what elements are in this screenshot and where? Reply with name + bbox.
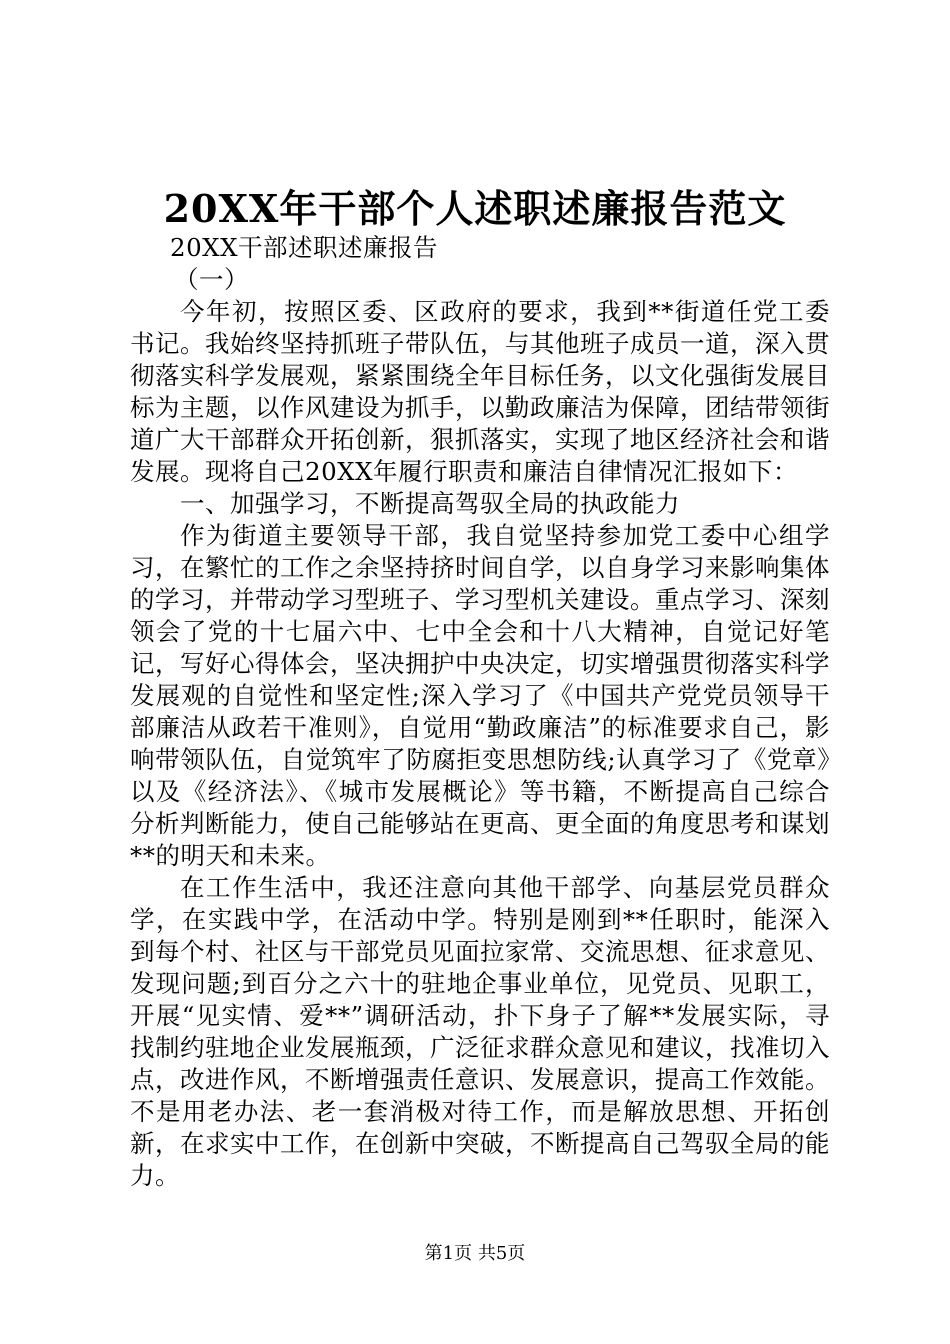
document-subtitle: 20XX干部述职述廉报告 bbox=[170, 233, 439, 262]
document-title: 20XX年干部个人述职述廉报告范文 bbox=[163, 186, 787, 231]
document-body bbox=[130, 232, 830, 1192]
page-footer: 第1页 共5页 bbox=[424, 1243, 526, 1264]
section-heading: 一、加强学习，不断提高驾驭全局的执政能力 bbox=[180, 489, 680, 518]
section-number: （一） bbox=[174, 265, 249, 294]
paragraph-study: 作为街道主要领导干部，我自觉坚持参加党工委中心组学习，在繁忙的工作之余坚持挤时间自学，以自身学习来影响集体的学习，并带动学习型班子、学习型机关建设。重点学习、深刻领会了党的十七届六中、七中全会和十八大精神，自觉记好笔记，写好心得体会，坚决拥护中央决定，切实增强贯彻落实科学发展观的自觉性和坚定性;深入学习了《中国共产党党员领导干部廉洁从政若干准则》，自觉用“勤政廉洁”的标准要求自己，影响带领队伍，自觉筑牢了防腐拒变思想防线;认真学习了《党章》以及《经济法》、《城市发展概论》等书籍，不断提高自己综合分析判断能力，使自己能够站在更高、更全面的角度思考和谋划**的明天和未来。 bbox=[130, 521, 830, 870]
paragraph-practice: 在工作生活中，我还注意向其他干部学、向基层党员群众学，在实践中学，在活动中学。特别是刚到**任职时，能深入到每个村、社区与干部党员见面拉家常、交流思想、征求意见、发现问题;到百分之六十的驻地企事业单位，见党员、见职工，开展“见实情、爱**”调研活动，扑下身子了解**发展实际，寻找制约驻地企业发展瓶颈，广泛征求群众意见和建议，找准切入点，改进作风，不断增强责任意识、发展意识，提高工作效能。不是用老办法、老一套消极对待工作，而是解放思想、开拓创新，在求实中工作，在创新中突破，不断提高自己驾驭全局的能力。 bbox=[130, 873, 830, 1190]
paragraph-intro: 今年初，按照区委、区政府的要求，我到**街道任党工委书记。我始终坚持抓班子带队伍，与其他班子成员一道，深入贯彻落实科学发展观，紧紧围绕全年目标任务，以文化强街发展目标为主题，以作风建设为抓手，以勤政廉洁为保障，团结带领街道广大干部群众开拓创新，狠抓落实，实现了地区经济社会和谐发展。现将自己20XX年履行职责和廉洁自律情况汇报如下： bbox=[130, 297, 830, 486]
